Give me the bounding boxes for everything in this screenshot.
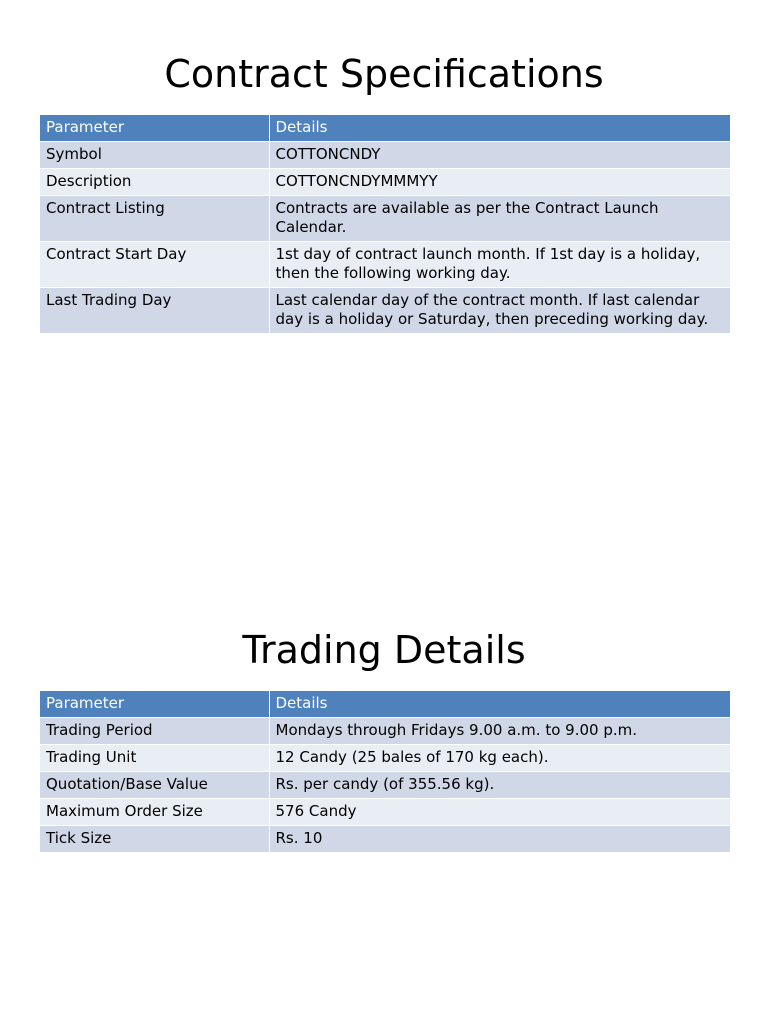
parameter-cell: Quotation/Base Value	[40, 772, 269, 799]
table-row	[40, 772, 730, 799]
table-header-row	[40, 115, 730, 142]
parameter-cell: Last Trading Day	[40, 288, 269, 334]
table-header-row	[40, 691, 730, 718]
details-cell: COTTONCNDY	[269, 142, 730, 169]
table-row	[40, 745, 730, 772]
table-row	[40, 799, 730, 826]
details-cell: 1st day of contract launch month. If 1st day is a holiday, then the following working day.	[269, 242, 730, 288]
contract-specifications-title: Contract Specifications	[164, 52, 604, 96]
parameter-cell: Description	[40, 169, 269, 196]
table-row	[40, 196, 730, 242]
table-row	[40, 169, 730, 196]
parameter-cell: Symbol	[40, 142, 269, 169]
table-row	[40, 826, 730, 853]
parameter-cell: Trading Period	[40, 718, 269, 745]
details-cell: 576 Candy	[269, 799, 730, 826]
details-cell: Last calendar day of the contract month. If last calendar day is a holiday or Saturday, then preceding working day.	[269, 288, 730, 334]
column-header-details: Details	[269, 691, 730, 718]
details-cell: Rs. per candy (of 355.56 kg).	[269, 772, 730, 799]
parameter-cell: Contract Listing	[40, 196, 269, 242]
details-cell: Mondays through Fridays 9.00 a.m. to 9.00 p.m.	[269, 718, 730, 745]
table-row	[40, 718, 730, 745]
column-header-details: Details	[269, 115, 730, 142]
trading-details-table	[40, 691, 730, 852]
table-row	[40, 142, 730, 169]
contract-specifications-table	[40, 115, 730, 333]
parameter-cell: Trading Unit	[40, 745, 269, 772]
table-row	[40, 288, 730, 334]
details-cell: Contracts are available as per the Contract Launch Calendar.	[269, 196, 730, 242]
parameter-cell: Contract Start Day	[40, 242, 269, 288]
column-header-parameter: Parameter	[40, 115, 269, 142]
trading-details-title: Trading Details	[242, 628, 526, 672]
details-cell: Rs. 10	[269, 826, 730, 853]
column-header-parameter: Parameter	[40, 691, 269, 718]
details-cell: 12 Candy (25 bales of 170 kg each).	[269, 745, 730, 772]
parameter-cell: Tick Size	[40, 826, 269, 853]
parameter-cell: Maximum Order Size	[40, 799, 269, 826]
details-cell: COTTONCNDYMMMYY	[269, 169, 730, 196]
table-row	[40, 242, 730, 288]
